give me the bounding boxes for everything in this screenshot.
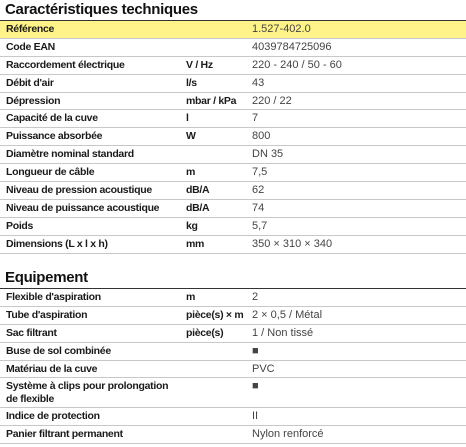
equip-row-suction-tube (0, 307, 466, 325)
equip-value: Nylon renforcé (252, 428, 324, 441)
spec-value: 62 (252, 184, 265, 197)
equip-label: Tube d'aspiration (6, 308, 88, 321)
spec-label: Dépression (6, 94, 61, 107)
spec-row-cable-length (0, 164, 466, 182)
spec-unit: l/s (186, 76, 197, 89)
spec-unit: m (186, 166, 196, 179)
spec-row-power-input (0, 128, 466, 146)
spec-row-tank-capacity (0, 110, 466, 128)
spec-row-nominal-diameter (0, 146, 466, 164)
spec-value: 1.527-402.0 (252, 23, 311, 35)
equip-value: 2 × 0,5 / Métal (252, 308, 323, 321)
spec-row-weight (0, 218, 466, 236)
equip-label: Indice de protection (6, 410, 100, 423)
equip-label: Sac filtrant (6, 326, 57, 339)
equip-row-filter-bag (0, 325, 466, 343)
spec-row-vacuum (0, 93, 466, 111)
section-title-technical: Caractéristiques techniques (0, 0, 466, 21)
spec-unit: l (186, 112, 189, 125)
equip-row-clip-system (0, 378, 466, 408)
spec-row-reference (0, 21, 466, 39)
spec-unit: dB/A (186, 201, 210, 214)
spec-row-ean (0, 39, 466, 57)
spec-value: 220 - 240 / 50 - 60 (252, 58, 342, 71)
section-title-equipment: Equipement (0, 268, 466, 289)
equip-value: 1 / Non tissé (252, 326, 314, 339)
spec-label: Diamètre nominal standard (6, 148, 134, 161)
spec-value: 350 × 310 × 340 (252, 237, 333, 250)
spec-unit: V / Hz (186, 58, 213, 71)
spec-value: 7 (252, 112, 259, 125)
spec-unit: mm (186, 237, 205, 250)
equip-unit: pièce(s) × m (186, 308, 244, 321)
equip-value: 2 (252, 291, 259, 303)
spec-unit: mbar / kPa (186, 94, 237, 107)
equip-row-tank-material (0, 361, 466, 379)
spec-value: DN 35 (252, 148, 284, 161)
spec-value: 5,7 (252, 219, 268, 232)
equip-row-protection-class (0, 408, 466, 426)
equip-label: Système à clips pour prolongation de flexible (6, 380, 169, 406)
spec-label: Code EAN (6, 40, 55, 53)
spec-value: 4039784725096 (252, 40, 332, 53)
spec-row-sound-pressure (0, 182, 466, 200)
spec-value: 74 (252, 201, 265, 214)
equip-row-hose (0, 289, 466, 307)
spec-value: 220 / 22 (252, 94, 292, 107)
spec-row-power-connection (0, 57, 466, 75)
equip-row-floor-nozzle (0, 343, 466, 361)
spec-unit: W (186, 130, 196, 143)
equip-unit: m (186, 291, 196, 303)
spec-label: Puissance absorbée (6, 130, 103, 143)
spec-label: Longueur de câble (6, 166, 95, 179)
spec-value: 43 (252, 76, 265, 89)
spec-unit: kg (186, 219, 198, 232)
spec-label: Capacité de la cuve (6, 112, 98, 125)
spec-unit: dB/A (186, 184, 210, 197)
spec-label: Raccordement électrique (6, 58, 125, 71)
spec-row-airflow (0, 75, 466, 93)
spec-label: Référence (6, 23, 55, 35)
spec-label: Niveau de puissance acoustique (6, 201, 160, 214)
equip-value: II (252, 410, 259, 423)
spec-label: Poids (6, 219, 34, 232)
equip-label: Buse de sol combinée (6, 344, 111, 357)
spec-row-sound-power (0, 200, 466, 218)
included-marker: ■ (252, 380, 259, 393)
spec-label: Dimensions (L x l x h) (6, 237, 108, 250)
spec-row-dimensions (0, 236, 466, 254)
equip-label: Matériau de la cuve (6, 362, 98, 375)
spec-label: Débit d'air (6, 76, 54, 89)
included-marker: ■ (252, 344, 259, 357)
equip-label: Panier filtrant permanent (6, 428, 123, 441)
equipment-section (0, 268, 466, 444)
equip-unit: pièce(s) (186, 326, 224, 339)
spec-label: Niveau de pression acoustique (6, 184, 152, 197)
equip-value: PVC (252, 362, 275, 375)
equip-label: Flexible d'aspiration (6, 291, 101, 303)
spec-value: 800 (252, 130, 271, 143)
spec-value: 7,5 (252, 166, 268, 179)
equip-row-filter-basket (0, 426, 466, 444)
